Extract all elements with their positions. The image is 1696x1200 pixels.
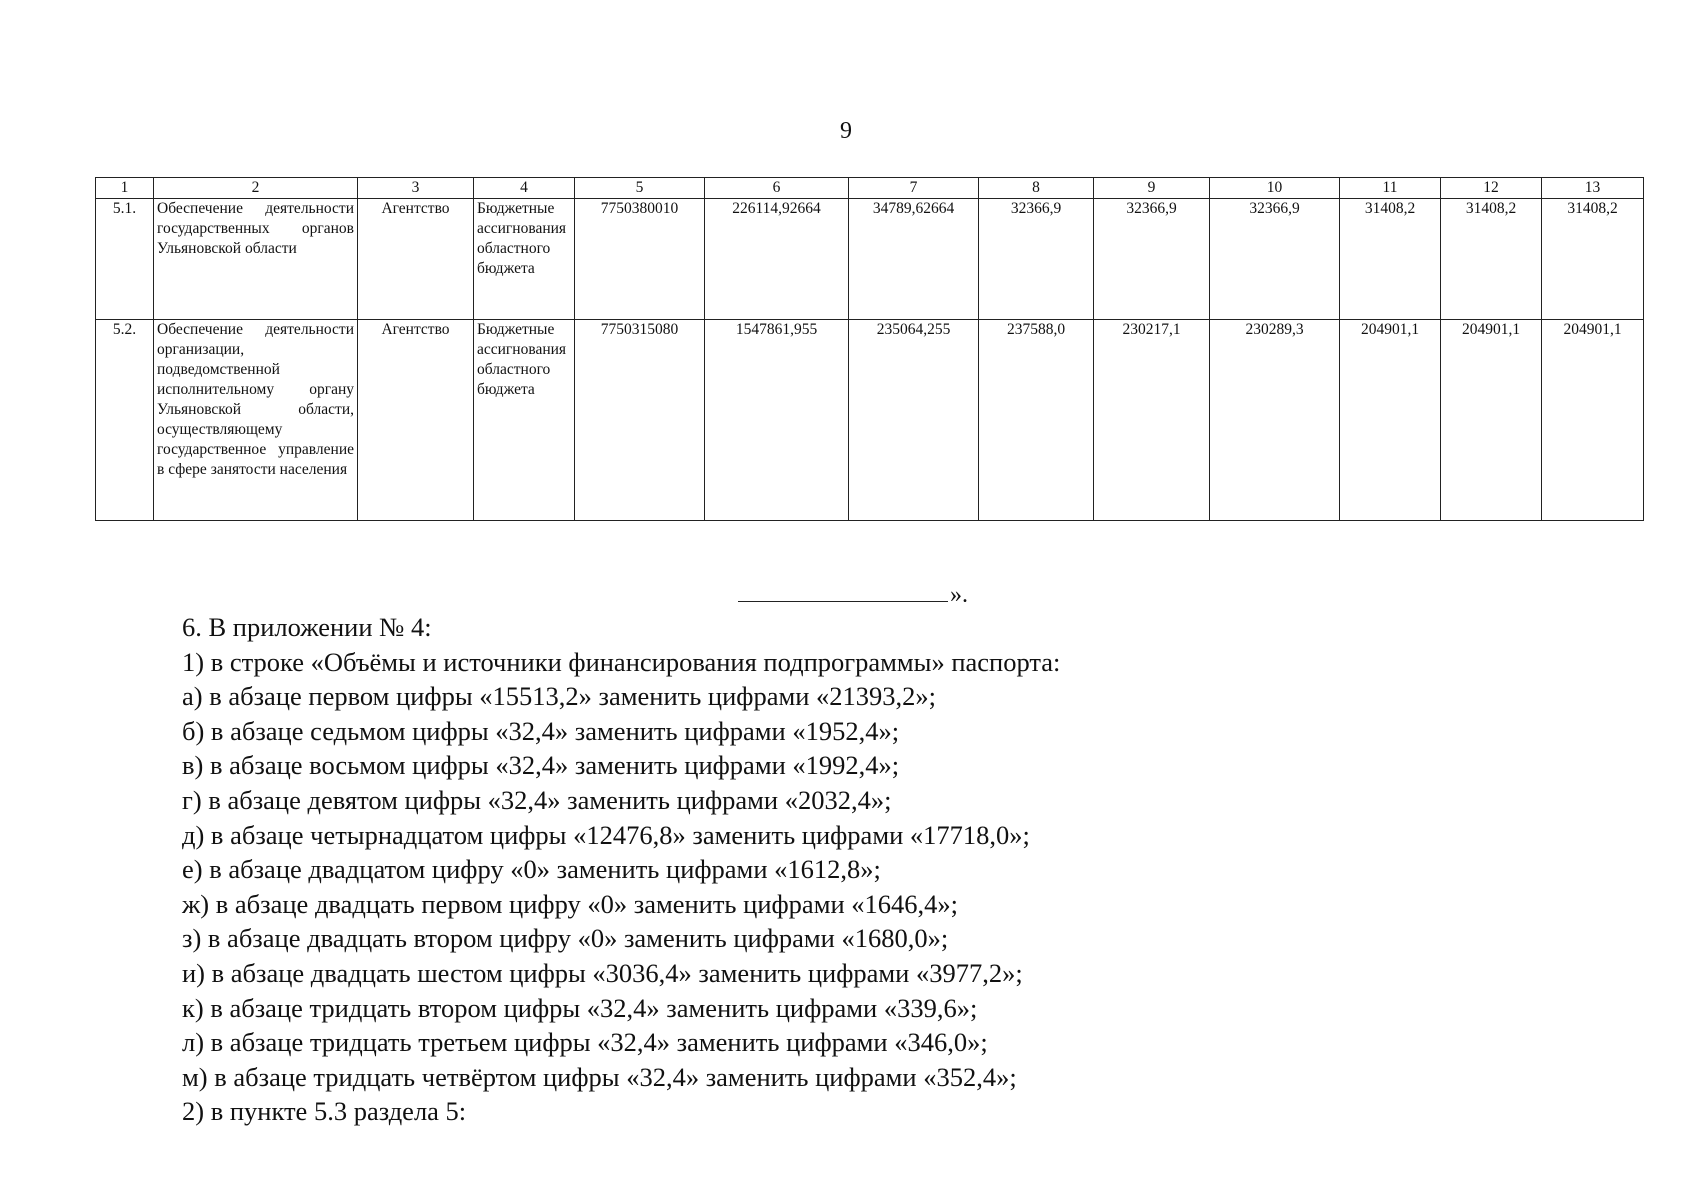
column-header: 10 [1210,178,1340,199]
text-paragraph: б) в абзаце седьмом цифры «32,4» заменить цифрами «1952,4»; [182,715,900,746]
row-description: Обеспечение деятельности государственных органов Ульяновской области [154,199,358,320]
row-value-col8: 32366,9 [979,199,1094,320]
row-budget-code: 7750315080 [575,320,705,521]
row-value-col9: 32366,9 [1094,199,1210,320]
row-executor: Агентство [358,320,474,521]
row-funding-source: Бюджетные ассигнования областного бюджета [474,199,575,320]
page-number: 9 [840,118,852,144]
row-budget-code: 7750380010 [575,199,705,320]
text-paragraph: 6. В приложении № 4: [182,612,432,642]
amendment-text [182,610,1582,1129]
column-header: 7 [849,178,979,199]
text-paragraph: в) в абзаце восьмом цифры «32,4» заменить цифрами «1992,4»; [182,750,900,781]
column-header: 9 [1094,178,1210,199]
column-header: 5 [575,178,705,199]
text-paragraph: 1) в строке «Объёмы и источники финансирования подпрограммы» паспорта: [182,646,1061,677]
text-paragraph: е) в абзаце двадцатом цифру «0» заменить цифрами «1612,8»; [182,854,881,885]
table-row [96,199,1644,320]
row-executor: Агентство [358,199,474,320]
row-value-col11: 204901,1 [1340,320,1441,521]
column-header: 12 [1441,178,1542,199]
row-value-col13: 31408,2 [1542,199,1644,320]
row-value-col8: 237588,0 [979,320,1094,521]
text-paragraph: 2) в пункте 5.3 раздела 5: [182,1096,467,1127]
column-header: 4 [474,178,575,199]
row-total: 226114,92664 [705,199,849,320]
row-number: 5.2. [96,320,154,521]
text-paragraph: г) в абзаце девятом цифры «32,4» заменить цифрами «2032,4»; [182,784,892,815]
closing-quote: ». [950,582,968,608]
row-description: Обеспечение деятельности организации, подведомственной исполнительному органу Ульяновской области, осуществляющему государственное управление в сфере занятости населения [154,320,358,521]
text-paragraph: д) в абзаце четырнадцатом цифры «12476,8» заменить цифрами «17718,0»; [182,819,1030,850]
budget-table [95,177,1644,521]
column-header: 13 [1542,178,1644,199]
closing-rule [738,601,948,602]
row-value-col11: 31408,2 [1340,199,1441,320]
column-header: 2 [154,178,358,199]
text-paragraph: л) в абзаце тридцать третьем цифры «32,4» заменить цифрами «346,0»; [182,1027,988,1058]
text-paragraph: з) в абзаце двадцать втором цифру «0» заменить цифрами «1680,0»; [182,923,949,954]
row-number: 5.1. [96,199,154,320]
closing-mark [738,582,968,609]
text-paragraph: и) в абзаце двадцать шестом цифры «3036,4» заменить цифрами «3977,2»; [182,957,1023,988]
row-value-col12: 204901,1 [1441,320,1542,521]
row-value-col13: 204901,1 [1542,320,1644,521]
column-header: 8 [979,178,1094,199]
text-paragraph: ж) в абзаце двадцать первом цифру «0» заменить цифрами «1646,4»; [182,888,959,919]
row-value-col10: 230289,3 [1210,320,1340,521]
table-row [96,320,1644,521]
column-header: 3 [358,178,474,199]
row-value-col12: 31408,2 [1441,199,1542,320]
row-value-col10: 32366,9 [1210,199,1340,320]
text-paragraph: м) в абзаце тридцать четвёртом цифры «32,4» заменить цифрами «352,4»; [182,1061,1017,1092]
row-value-col9: 230217,1 [1094,320,1210,521]
column-header: 11 [1340,178,1441,199]
table-header-row [96,178,1644,199]
row-total: 1547861,955 [705,320,849,521]
row-value-col7: 235064,255 [849,320,979,521]
row-value-col7: 34789,62664 [849,199,979,320]
text-paragraph: а) в абзаце первом цифры «15513,2» заменить цифрами «21393,2»; [182,681,937,712]
text-paragraph: к) в абзаце тридцать втором цифры «32,4» заменить цифрами «339,6»; [182,992,978,1023]
row-funding-source: Бюджетные ассигнования областного бюджета [474,320,575,521]
column-header: 1 [96,178,154,199]
column-header: 6 [705,178,849,199]
